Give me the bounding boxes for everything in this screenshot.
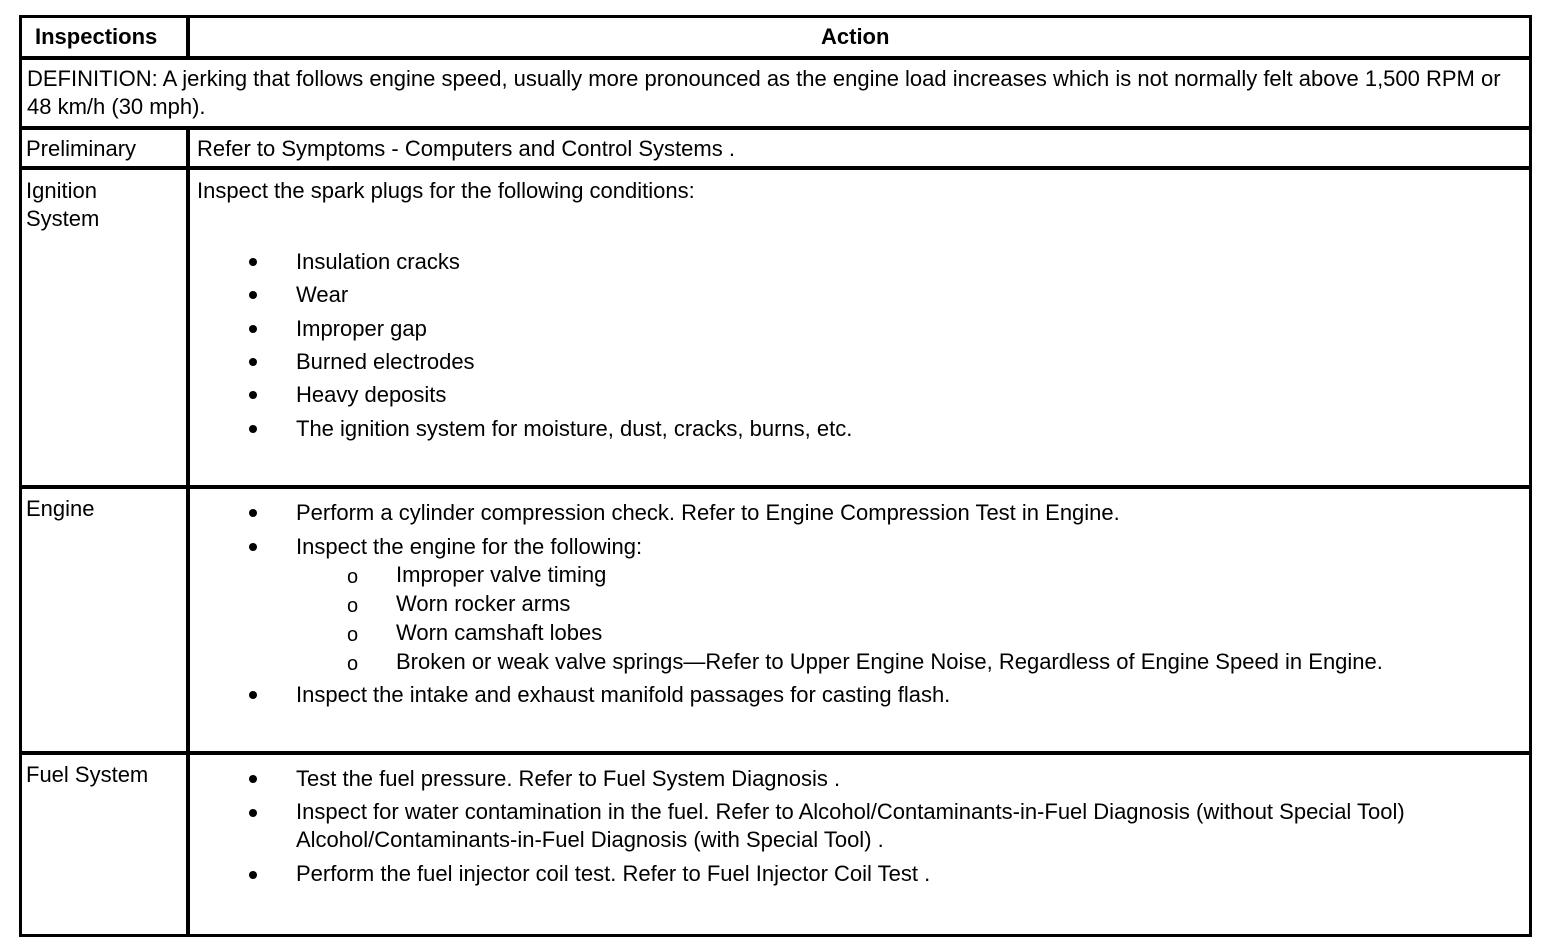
column-divider-body (186, 126, 190, 937)
engine-subitem: Worn rocker arms (396, 591, 571, 616)
row-label-engine: Engine (26, 496, 95, 521)
row-label-ignition-line1: Ignition (26, 178, 97, 203)
ignition-item: The ignition system for moisture, dust, cracks, burns, etc. (296, 416, 853, 441)
engine-item: Perform a cylinder compression check. Refer to Engine Compression Test in Engine. (296, 500, 1120, 525)
ignition-item: Improper gap (296, 316, 427, 341)
rule-definition (19, 126, 1532, 130)
row-label-fuel-system: Fuel System (26, 762, 149, 787)
ignition-item: Insulation cracks (296, 249, 460, 274)
ignition-intro: Inspect the spark plugs for the following conditions: (197, 178, 695, 203)
engine-item: Inspect the intake and exhaust manifold passages for casting flash. (296, 682, 951, 707)
bullet-icon (249, 325, 257, 333)
bullet-icon (249, 425, 257, 433)
engine-subitem: Broken or weak valve springs—Refer to Upper Engine Noise, Regardless of Engine Speed in Engine. (396, 649, 1383, 674)
rule-preliminary (19, 166, 1532, 170)
ignition-item: Heavy deposits (296, 382, 447, 407)
fuel-item: Inspect for water contamination in the fuel. Refer to Alcohol/Contaminants-in-Fuel Diagnosis (without Special Tool) Alcohol/Contaminants-in-Fuel Diagnosis (with Special Tool) . (296, 799, 1405, 852)
rule-header (19, 56, 1532, 60)
header-inspections: Inspections (35, 24, 158, 49)
hollow-bullet-icon: o (347, 566, 359, 588)
column-divider-top (186, 15, 190, 58)
engine-subitem: Worn camshaft lobes (396, 620, 603, 645)
row-label-preliminary: Preliminary (26, 136, 137, 161)
engine-item: Inspect the engine for the following: (296, 534, 643, 559)
header-action: Action (821, 24, 890, 49)
hollow-bullet-icon: o (347, 595, 359, 617)
hollow-bullet-icon: o (347, 653, 359, 675)
row-label-ignition-line2: System (26, 206, 100, 231)
bullet-icon (249, 509, 257, 517)
bullet-icon (249, 258, 257, 266)
bullet-icon (249, 691, 257, 699)
rule-ignition (19, 485, 1532, 489)
bullet-icon (249, 809, 257, 817)
rule-engine (19, 751, 1532, 755)
bullet-icon (249, 291, 257, 299)
ignition-item: Burned electrodes (296, 349, 475, 374)
fuel-item: Perform the fuel injector coil test. Refer to Fuel Injector Coil Test . (296, 861, 931, 886)
engine-subitem: Improper valve timing (396, 562, 607, 587)
bullet-icon (249, 391, 257, 399)
fuel-item: Test the fuel pressure. Refer to Fuel System Diagnosis . (296, 766, 841, 791)
bullet-icon (249, 543, 257, 551)
bullet-icon (249, 775, 257, 783)
ignition-item: Wear (296, 282, 349, 307)
row-action-preliminary: Refer to Symptoms - Computers and Control Systems . (197, 136, 735, 161)
bullet-icon (249, 358, 257, 366)
definition-text: DEFINITION: A jerking that follows engine speed, usually more pronounced as the engine load increases which is not normally felt above 1,500 RPM or 48 km/h (30 mph). (27, 66, 1501, 119)
hollow-bullet-icon: o (347, 624, 359, 646)
bullet-icon (249, 871, 257, 879)
